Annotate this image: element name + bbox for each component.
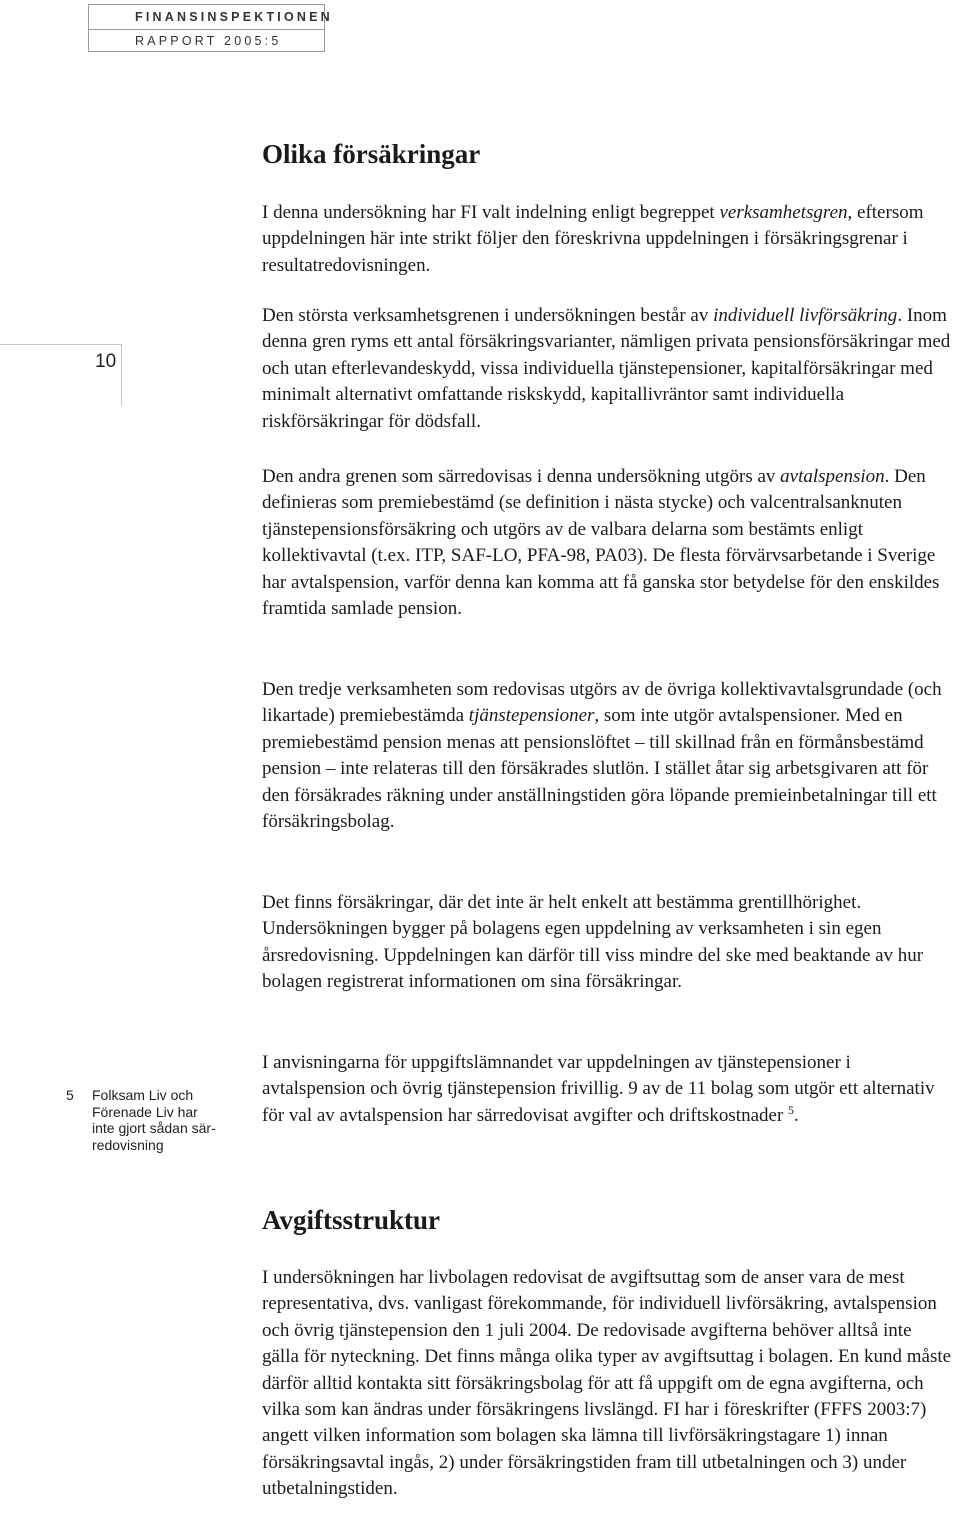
report-header xyxy=(88,4,333,52)
section-title-avgiftsstruktur: Avgiftsstruktur xyxy=(262,1205,440,1235)
paragraph-6: I anvisningarna för uppgiftslämnandet var uppdelningen av tjänstepensioner i avtalspension och övrig tjänstepension frivillig. 9 av de 11 bolag som utgör ett alternativ för val av avtalspension har särredovisat avgifter och driftskostnader $^5$. xyxy=(262,1052,935,1126)
paragraph-4: Den tredje verksamheten som redovisas utgörs av de övriga kollektivavtalsgrundade (och likartade) premiebestämda tjänstepensioner, som inte utgör avtalspensioner. Med en premiebestämd pension menas att pensionslöftet – till skillnad från en förmånsbestämd pension – inte relateras till den försäkrades slutlön. I stället åtar sig arbetsgivaren att för den försäkrades räkning under anställningstiden göra löpande premieinbetalningar till ett försäkringsbolag. xyxy=(262,679,942,833)
footnote-ref-5: 5 xyxy=(788,1102,795,1117)
footnote-number: 5 xyxy=(66,1087,74,1103)
section-title-olika-forsakringar: Olika försäkringar xyxy=(262,139,481,169)
paragraph-3: Den andra grenen som särredovisas i denna undersökning utgörs av avtalspension. Den definieras som premiebestämd (se definition i nästa stycke) och valcentralsanknuten tjänstepensionsförsäkring och utgörs av de valbara delarna som bestämts enligt kollektivavtal (t.ex. ITP, SAF-LO, PFA-98, PA03). De flesta förvärvsarbetande i Sverige har avtalspension, varför denna kan komma att få ganska stor betydelse för den enskildes framtida samlade pension. xyxy=(262,466,940,620)
paragraph-7: I undersökningen har livbolagen redovisat de avgiftsuttag som de anser vara de mest representativa, dvs. vanligast förekommande, för individuell livförsäkring, avtalspension och övrig tjänstepension den 1 juli 2004. De redovisade avgifterna behöver alltså inte gälla för nyteckning. Det finns många olika typer av avgiftsuttag i bolagen. En kund måste därför alltid kontakta sitt försäkringsbolag för att få uppgift om de egna avgifterna, och vilka som kan ändras under försäkringens livslängd. FI har i föreskrifter (FFFS 2003:7) angett vilken information som bolagen ska lämna till livförsäkringstagare 1) innan försäkringsavtal ingås, 2) under försäkringstiden fram till utbetalningen och 3) under utbetalningstiden. xyxy=(262,1267,952,1500)
header-org: FINANSINSPEKTIONEN xyxy=(135,10,333,24)
paragraph-1: I denna undersökning har FI valt indelning enligt begreppet verksamhetsgren, eftersom uppdelningen här inte strikt följer den föreskrivna uppdelningen i försäkringsgrenar i resultatredovisningen. xyxy=(262,202,924,276)
header-divider xyxy=(89,29,324,30)
footnote-text: Folksam Liv och Förenade Liv har inte gjort sådan särredovisning xyxy=(92,1087,216,1153)
paragraph-2: Den största verksamhetsgrenen i undersökningen består av individuell livförsäkring. Inom denna gren ryms ett antal försäkringsvarianter, nämligen privata pensionsförsäkringar med och utan efterlevandeskydd, vissa individuella tjänstepensioner, kapitalförsäkringar med minimalt alternativt omfattande riskskydd, kapitallivräntor samt individuella riskförsäkringar för dödsfall. xyxy=(262,305,951,432)
paragraph-5: Det finns försäkringar, där det inte är helt enkelt att bestämma grentillhörighet. Undersökningen bygger på bolagens egen uppdelning av verksamheten i sin egen årsredovisning. Uppdelningen kan därför till viss mindre del ske med beaktande av hur bolagen registrerat informationen om sina försäkringar. xyxy=(262,892,924,993)
header-report: RAPPORT 2005:5 xyxy=(135,34,282,48)
page-number: 10 xyxy=(95,351,117,372)
